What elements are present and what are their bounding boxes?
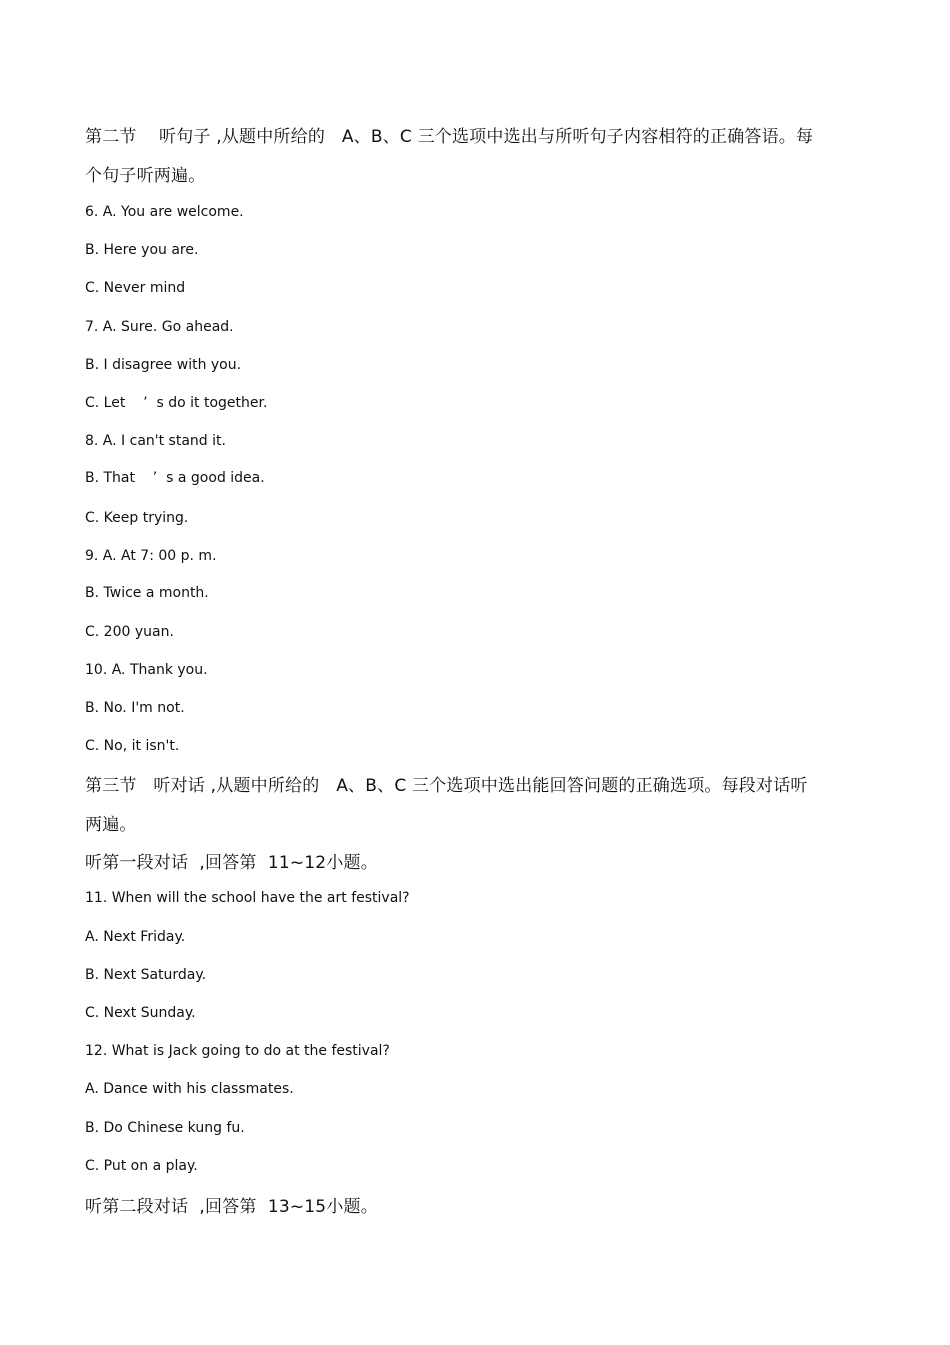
- option-line: C. 200 yuan.: [85, 624, 174, 640]
- section3-heading-line1: 第三节 听对话 ,从题中所给的 A、B、C 三个选项中选出能回答问题的正确选项。每段对话听: [85, 776, 808, 796]
- option-line: 10. A. Thank you.: [85, 662, 208, 678]
- option-line: B. No. I'm not.: [85, 700, 185, 716]
- option-line: C. Put on a play.: [85, 1158, 198, 1174]
- option-line: C. Never mind: [85, 280, 186, 296]
- section3-heading-line2: 两遍。: [85, 815, 137, 835]
- option-line: B. Twice a month.: [85, 585, 209, 601]
- option-line: B. That ’ s a good idea.: [85, 470, 265, 486]
- option-line: A. Dance with his classmates.: [85, 1081, 294, 1097]
- section2-heading-line1: 第二节 听句子 ,从题中所给的 A、B、C 三个选项中选出与所听句子内容相符的正确答语。每: [85, 127, 814, 147]
- option-line: B. I disagree with you.: [85, 357, 242, 373]
- option-line: 7. A. Sure. Go ahead.: [85, 319, 234, 335]
- option-line: B. Do Chinese kung fu.: [85, 1120, 245, 1136]
- option-line: C. Next Sunday.: [85, 1005, 196, 1021]
- option-line: C. Keep trying.: [85, 510, 189, 526]
- question-line: 11. When will the school have the art festival?: [85, 890, 410, 906]
- option-line: A. Next Friday.: [85, 929, 186, 945]
- option-line: B. Next Saturday.: [85, 967, 207, 983]
- dialogue2-intro: 听第二段对话 ,回答第 13~15小题。: [85, 1197, 378, 1217]
- option-line: 8. A. I can't stand it.: [85, 433, 226, 449]
- option-line: C. No, it isn't.: [85, 738, 180, 754]
- question-line: 12. What is Jack going to do at the festival?: [85, 1043, 390, 1059]
- dialogue1-intro: 听第一段对话 ,回答第 11~12小题。: [85, 853, 378, 873]
- section2-heading-line2: 个句子听两遍。: [85, 166, 206, 186]
- option-line: B. Here you are.: [85, 242, 199, 258]
- option-line: C. Let ’ s do it together.: [85, 395, 268, 411]
- option-line: 6. A. You are welcome.: [85, 204, 244, 220]
- option-line: 9. A. At 7: 00 p. m.: [85, 548, 217, 564]
